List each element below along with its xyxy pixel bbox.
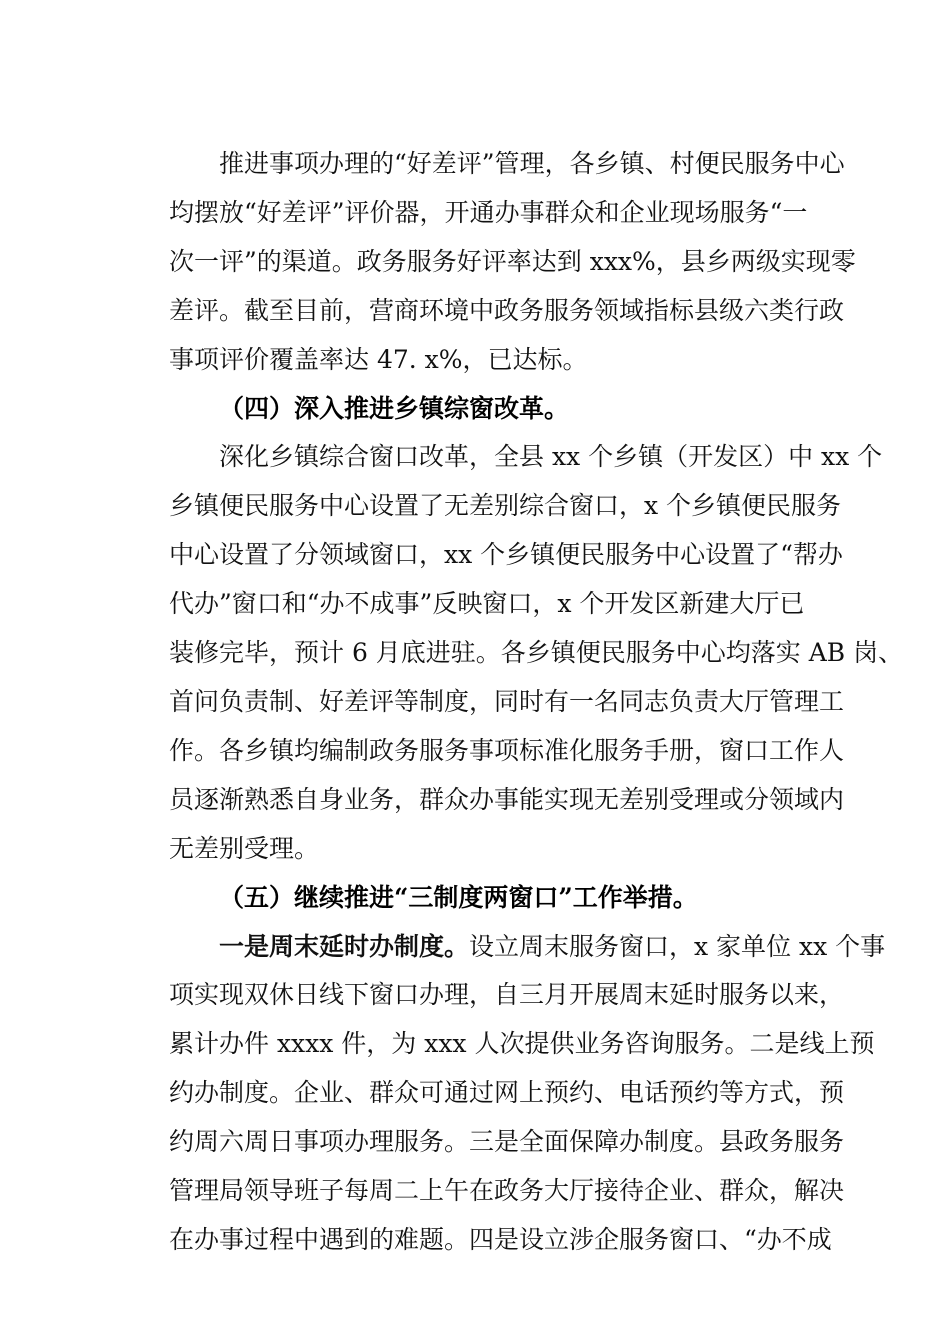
text-line: 累计办件 xxxx 件，为 xxx 人次提供业务咨询服务。二是线上预	[169, 1029, 875, 1059]
text-line: 无差别受理。	[169, 833, 320, 863]
text-line: 在办事过程中遇到的难题。四是设立涉企服务窗口、“办不成	[169, 1224, 832, 1254]
text-line: 中心设置了分领域窗口，xx 个乡镇便民服务中心设置了“帮办	[169, 540, 843, 570]
text-line: 一是周末延时办制度。设立周末服务窗口，x 家单位 xx 个事	[219, 931, 886, 961]
text-line: 事项评价覆盖率达 47. x%，已达标。	[169, 344, 588, 374]
document-body	[119, 140, 904, 1265]
section-heading-5: （五）继续推进“三制度两窗口”工作举措。	[219, 882, 698, 912]
text-line: 差评。截至目前，营商环境中政务服务领域指标县级六类行政	[169, 295, 845, 325]
paragraph-three-systems-two-windows	[119, 923, 886, 1265]
section-heading-4: （四）深入推进乡镇综窗改革。	[219, 393, 570, 423]
text-line: 次一评”的渠道。政务服务好评率达到 xxx%，县乡两级实现零	[169, 246, 856, 276]
text-line: 装修完毕，预计 6 月底进驻。各乡镇便民服务中心均落实 AB 岗、	[169, 638, 904, 668]
text-line: 推进事项办理的“好差评”管理，各乡镇、村便民服务中心	[219, 149, 845, 178]
paragraph-good-bad-review	[119, 140, 856, 385]
text-line: 均摆放“好差评”评价器，开通办事群众和企业现场服务“一	[169, 197, 808, 227]
text-line: 首问负责制、好差评等制度，同时有一名同志负责大厅管理工	[169, 686, 845, 716]
text-line: 项实现双休日线下窗口办理，自三月开展周末延时服务以来，	[169, 980, 845, 1010]
text-line: 约办制度。企业、群众可通过网上预约、电话预约等方式，预	[169, 1078, 845, 1108]
paragraph-lead: 一是周末延时办制度。	[219, 931, 470, 961]
text-line: 代办”窗口和“办不成事”反映窗口，x 个开发区新建大厅已	[169, 589, 805, 619]
text-line: 乡镇便民服务中心设置了无差别综合窗口，x 个乡镇便民服务	[169, 491, 842, 521]
text-line: 管理局领导班子每周二上午在政务大厅接待企业、群众，解决	[169, 1176, 845, 1206]
text-line: 员逐渐熟悉自身业务，群众办事能实现无差别受理或分领域内	[169, 784, 845, 814]
paragraph-township-window-reform	[119, 433, 904, 873]
text-line: 约周六周日事项办理服务。三是全面保障办制度。县政务服务	[169, 1127, 845, 1157]
text-line: 深化乡镇综合窗口改革，全县 xx 个乡镇（开发区）中 xx 个	[219, 442, 883, 472]
text-line: 作。各乡镇均编制政务服务事项标准化服务手册，窗口工作人	[169, 735, 845, 765]
